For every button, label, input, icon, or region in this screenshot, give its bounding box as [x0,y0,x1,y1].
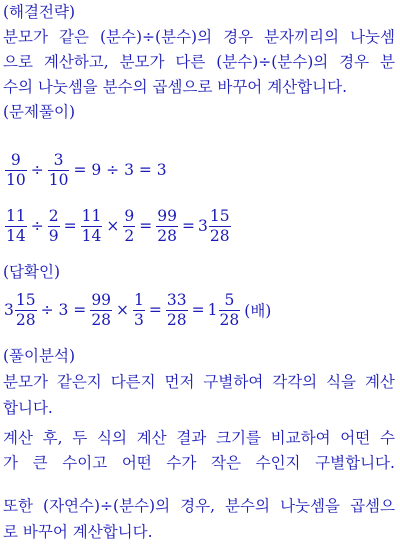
word: 계산 [3,429,33,447]
equation-result: = 9 ÷ 3 = 3 [73,161,167,179]
word: 분모가 [3,28,48,46]
word: 어떤 [340,429,371,447]
word: 수 [379,429,395,447]
fraction: $\frac{9}{10}$ [6,150,26,189]
operator: ÷ 3 = [40,301,87,319]
heading-solution-analysis: (풀이분석) [3,347,75,365]
word: 같은 [58,28,89,46]
word: 계산하고, [43,53,109,71]
analysis-line-2: 합니다. [3,399,53,417]
fraction: $\frac{11}{14}$ [6,206,26,245]
word: 후, [42,429,63,447]
operator: = [139,217,153,235]
word: 식의 [97,429,127,447]
equation-2 [4,206,232,246]
word: 계산 [136,429,167,447]
analysis-line-1 [3,372,395,392]
analysis-line-4 [3,453,395,473]
equation-1 [4,150,170,190]
word: 곱셈으 [350,497,395,515]
word: 구별합니다. [315,454,395,472]
fraction: $\frac{11}{14}$ [81,206,102,245]
word: 경우, [180,497,215,515]
word: 크기를 [216,429,261,447]
word: 경우 [339,53,370,71]
strategy-line-1 [3,27,395,47]
word: 분모가 [119,53,165,71]
word: 또한 [3,497,33,515]
mixed-number: 3 $\frac{15}{28}$ [197,206,230,245]
word: (분수)÷(분수)의 [216,53,329,71]
word: 수인지 [255,454,301,472]
word: 분수의 [225,497,270,515]
word: 비교하여 [270,429,331,447]
word: 분 [380,53,395,71]
fraction: $\frac{9}{2}$ [124,206,135,245]
word: 다른 [175,53,206,71]
word: 나눗셈을 [280,497,340,515]
fraction: $\frac{99}{28}$ [157,206,177,245]
operator: ÷ [30,217,44,235]
operator: = [181,217,195,235]
word: 구별하여 [203,373,264,391]
word: 가 [3,454,18,472]
word: 각각의 [272,373,318,391]
word: 먼저 [164,373,195,391]
operator: = [63,217,77,235]
word: 경우 [223,28,254,46]
word: 나눗셈 [350,28,395,46]
word: 어떤 [121,454,152,472]
strategy-line-2 [3,52,395,72]
word: 작은 [211,454,241,472]
word: (자연수)÷(분수)의 [43,497,171,515]
word: 두 [72,429,88,447]
analysis-line-3 [3,428,395,448]
word: 분모가 [3,373,48,391]
heading-solution-strategy: (해결전략) [3,3,75,21]
mixed-number: 3 $\frac{15}{28}$ [4,290,36,329]
word: (분수)÷(분수)의 [100,28,213,46]
word: 계산 [364,373,395,391]
operator: = [191,301,205,319]
fraction: $\frac{33}{28}$ [166,290,187,329]
strategy-line-3: 수의 나눗셈을 분수의 곱셈으로 바꾸어 계산합니다. [3,78,347,96]
fraction: $\frac{2}{9}$ [48,206,59,245]
answer-unit: (배) [244,302,272,320]
word: 으로 [3,53,33,71]
operator: × [106,217,120,235]
analysis-line-6: 로 바꾸어 계산합니다. [3,523,153,541]
equation-3 [4,290,274,330]
word: 다른지 [110,373,156,391]
heading-answer-check: (답확인) [3,263,61,281]
fraction: $\frac{1}{3}$ [134,290,144,329]
word: 식을 [326,373,357,391]
word: 분자끼리의 [264,28,339,46]
operator: = [148,301,162,319]
word: 같은지 [56,373,102,391]
analysis-line-5 [3,496,395,516]
fraction: $\frac{99}{28}$ [91,290,112,329]
word: 큰 [32,454,48,472]
mixed-number: 1 $\frac{5}{28}$ [207,290,240,329]
word: 수가 [166,454,197,472]
operator: ÷ [30,161,44,179]
word: 결과 [176,429,207,447]
fraction: $\frac{3}{10}$ [48,150,69,189]
operator: × [116,301,130,319]
word: 수이고 [62,454,108,472]
heading-problem-solving: (문제풀이) [3,103,75,121]
